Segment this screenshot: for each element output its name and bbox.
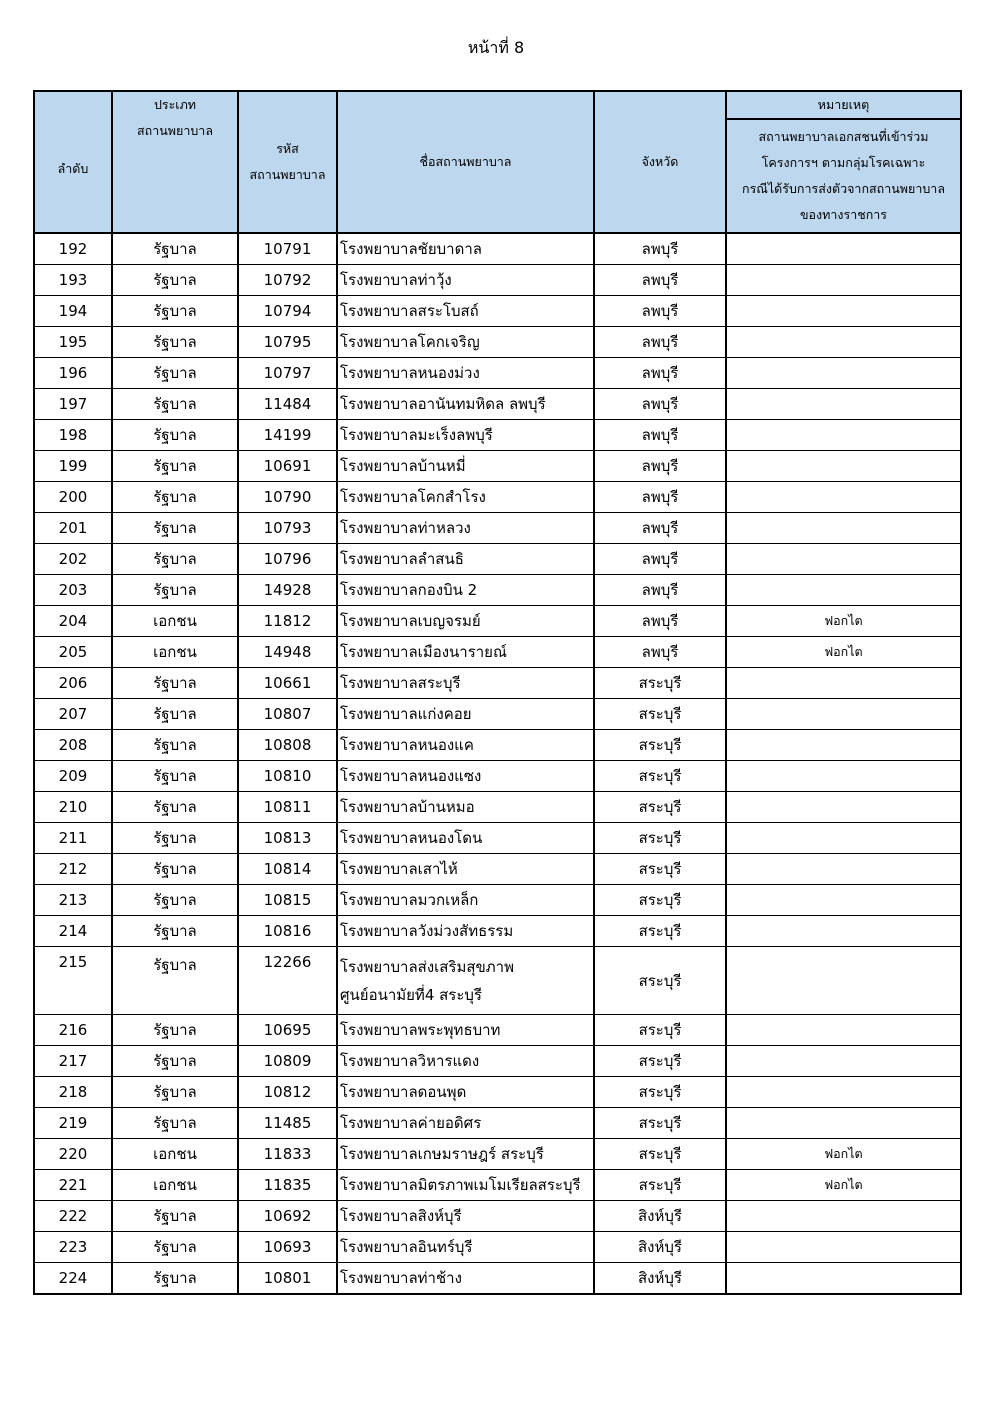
row-number: 209 bbox=[34, 761, 112, 792]
row-type: รัฐบาล bbox=[112, 854, 238, 885]
row-number: 195 bbox=[34, 327, 112, 358]
row-name: โรงพยาบาลท่าช้าง bbox=[337, 1263, 594, 1295]
table-row bbox=[34, 606, 961, 637]
row-code: 10810 bbox=[238, 761, 337, 792]
row-number: 220 bbox=[34, 1139, 112, 1170]
table-row bbox=[34, 792, 961, 823]
row-remark bbox=[726, 1263, 961, 1295]
row-number: 194 bbox=[34, 296, 112, 327]
row-remark bbox=[726, 1108, 961, 1139]
row-name: โรงพยาบาลเบญจรมย์ bbox=[337, 606, 594, 637]
row-province: สระบุรี bbox=[594, 1046, 726, 1077]
row-province: สระบุรี bbox=[594, 668, 726, 699]
row-code: 10792 bbox=[238, 265, 337, 296]
row-type: รัฐบาล bbox=[112, 296, 238, 327]
row-code: 11484 bbox=[238, 389, 337, 420]
row-type: รัฐบาล bbox=[112, 389, 238, 420]
row-code: 10693 bbox=[238, 1232, 337, 1263]
header-code: รหัส สถานพยาบาล bbox=[238, 91, 337, 233]
table-row bbox=[34, 668, 961, 699]
row-type: รัฐบาล bbox=[112, 1015, 238, 1046]
row-number: 213 bbox=[34, 885, 112, 916]
row-remark bbox=[726, 233, 961, 265]
row-name: โรงพยาบาลหนองม่วง bbox=[337, 358, 594, 389]
row-remark: ฟอกไต bbox=[726, 1170, 961, 1201]
row-name: โรงพยาบาลสิงห์บุรี bbox=[337, 1201, 594, 1232]
row-name-line: ศูนย์อนามัยที่4 สระบุรี bbox=[340, 985, 482, 1004]
header-remark-sub: สถานพยาบาลเอกสชนที่เข้าร่วม โครงการฯ ตามกลุ่มโรคเฉพาะ กรณีได้รับการส่งตัวจากสถานพยาบาล ของทางราชการ bbox=[726, 119, 961, 233]
table-row bbox=[34, 389, 961, 420]
table-row bbox=[34, 854, 961, 885]
row-remark bbox=[726, 451, 961, 482]
row-number: 217 bbox=[34, 1046, 112, 1077]
row-province: ลพบุรี bbox=[594, 358, 726, 389]
row-type: รัฐบาล bbox=[112, 916, 238, 947]
row-code: 10808 bbox=[238, 730, 337, 761]
row-remark bbox=[726, 513, 961, 544]
row-code: 14948 bbox=[238, 637, 337, 668]
row-code: 10692 bbox=[238, 1201, 337, 1232]
row-name: โรงพยาบาลเมืองนารายณ์ bbox=[337, 637, 594, 668]
row-name: โรงพยาบาลดอนพุด bbox=[337, 1077, 594, 1108]
row-type: รัฐบาล bbox=[112, 575, 238, 606]
hospital-table bbox=[33, 90, 962, 1295]
row-number: 208 bbox=[34, 730, 112, 761]
row-province: ลพบุรี bbox=[594, 233, 726, 265]
table-row bbox=[34, 1077, 961, 1108]
row-name: โรงพยาบาลหนองโดน bbox=[337, 823, 594, 854]
row-remark bbox=[726, 885, 961, 916]
row-type: รัฐบาล bbox=[112, 513, 238, 544]
row-name: โรงพยาบาลโคกสำโรง bbox=[337, 482, 594, 513]
row-number: 221 bbox=[34, 1170, 112, 1201]
row-remark bbox=[726, 1077, 961, 1108]
row-remark: ฟอกไต bbox=[726, 1139, 961, 1170]
row-name: โรงพยาบาลมะเร็งลพบุรี bbox=[337, 420, 594, 451]
row-province: สิงห์บุรี bbox=[594, 1232, 726, 1263]
table-row bbox=[34, 637, 961, 668]
row-number: 223 bbox=[34, 1232, 112, 1263]
row-code: 10812 bbox=[238, 1077, 337, 1108]
row-type: รัฐบาล bbox=[112, 823, 238, 854]
row-number: 206 bbox=[34, 668, 112, 699]
row-province: ลพบุรี bbox=[594, 482, 726, 513]
row-code: 10691 bbox=[238, 451, 337, 482]
row-remark bbox=[726, 296, 961, 327]
row-province: ลพบุรี bbox=[594, 544, 726, 575]
row-code: 12266 bbox=[238, 947, 337, 1015]
table-row bbox=[34, 1232, 961, 1263]
row-number: 205 bbox=[34, 637, 112, 668]
row-province: สระบุรี bbox=[594, 854, 726, 885]
row-remark bbox=[726, 1232, 961, 1263]
row-code: 10816 bbox=[238, 916, 337, 947]
row-remark bbox=[726, 854, 961, 885]
row-code: 10807 bbox=[238, 699, 337, 730]
row-name: โรงพยาบาลมิตรภาพเมโมเรียลสระบุรี bbox=[337, 1170, 594, 1201]
row-number: 216 bbox=[34, 1015, 112, 1046]
row-remark bbox=[726, 389, 961, 420]
row-code: 10809 bbox=[238, 1046, 337, 1077]
row-province: ลพบุรี bbox=[594, 389, 726, 420]
row-type: รัฐบาล bbox=[112, 420, 238, 451]
table-row bbox=[34, 885, 961, 916]
row-remark bbox=[726, 668, 961, 699]
row-code: 10661 bbox=[238, 668, 337, 699]
table-row bbox=[34, 296, 961, 327]
table-row bbox=[34, 1170, 961, 1201]
row-number: 200 bbox=[34, 482, 112, 513]
row-name: โรงพยาบาลสระโบสถ์ bbox=[337, 296, 594, 327]
row-code: 10815 bbox=[238, 885, 337, 916]
table-row bbox=[34, 327, 961, 358]
row-number: 207 bbox=[34, 699, 112, 730]
row-name: โรงพยาบาลอานันทมหิดล ลพบุรี bbox=[337, 389, 594, 420]
row-province: ลพบุรี bbox=[594, 637, 726, 668]
row-code: 10793 bbox=[238, 513, 337, 544]
row-code: 14199 bbox=[238, 420, 337, 451]
row-code: 11812 bbox=[238, 606, 337, 637]
row-code: 10814 bbox=[238, 854, 337, 885]
row-remark bbox=[726, 1201, 961, 1232]
row-province: สระบุรี bbox=[594, 730, 726, 761]
table-row bbox=[34, 1046, 961, 1077]
row-name-line: โรงพยาบาลส่งเสริมสุขภาพ bbox=[340, 957, 514, 976]
row-number: 193 bbox=[34, 265, 112, 296]
row-name: โรงพยาบาลหนองแซง bbox=[337, 761, 594, 792]
table-row bbox=[34, 1139, 961, 1170]
row-code: 10813 bbox=[238, 823, 337, 854]
row-province: สระบุรี bbox=[594, 916, 726, 947]
row-number: 197 bbox=[34, 389, 112, 420]
row-province: ลพบุรี bbox=[594, 451, 726, 482]
row-type: รัฐบาล bbox=[112, 358, 238, 389]
row-type: รัฐบาล bbox=[112, 1201, 238, 1232]
row-type: เอกชน bbox=[112, 606, 238, 637]
row-province: ลพบุรี bbox=[594, 575, 726, 606]
row-province: สระบุรี bbox=[594, 1170, 726, 1201]
row-name: โรงพยาบาลลำสนธิ bbox=[337, 544, 594, 575]
row-type: รัฐบาล bbox=[112, 885, 238, 916]
row-type: รัฐบาล bbox=[112, 761, 238, 792]
row-province: ลพบุรี bbox=[594, 265, 726, 296]
table-row bbox=[34, 265, 961, 296]
row-remark bbox=[726, 823, 961, 854]
row-province: สระบุรี bbox=[594, 1015, 726, 1046]
row-number: 204 bbox=[34, 606, 112, 637]
row-name: โรงพยาบาลบ้านหมอ bbox=[337, 792, 594, 823]
table-row bbox=[34, 1015, 961, 1046]
row-name: โรงพยาบาลอินทร์บุรี bbox=[337, 1232, 594, 1263]
row-type: รัฐบาล bbox=[112, 265, 238, 296]
table-body bbox=[34, 233, 961, 1294]
row-number: 211 bbox=[34, 823, 112, 854]
table-row bbox=[34, 358, 961, 389]
row-name: โรงพยาบาลท่าหลวง bbox=[337, 513, 594, 544]
row-type: รัฐบาล bbox=[112, 1077, 238, 1108]
header-province: จังหวัด bbox=[594, 91, 726, 233]
row-remark bbox=[726, 265, 961, 296]
table-row bbox=[34, 575, 961, 606]
row-number: 192 bbox=[34, 233, 112, 265]
row-name bbox=[337, 947, 594, 1015]
header-order: ลำดับ bbox=[34, 91, 112, 233]
row-number: 224 bbox=[34, 1263, 112, 1295]
row-name: โรงพยาบาลบ้านหมี่ bbox=[337, 451, 594, 482]
row-remark bbox=[726, 947, 961, 1015]
page-title: หน้าที่ 8 bbox=[467, 38, 525, 57]
header-type: ประเภท สถานพยาบาล bbox=[112, 91, 238, 233]
row-type: เอกชน bbox=[112, 637, 238, 668]
row-name: โรงพยาบาลเกษมราษฎร์ สระบุรี bbox=[337, 1139, 594, 1170]
row-code: 10801 bbox=[238, 1263, 337, 1295]
row-name: โรงพยาบาลโคกเจริญ bbox=[337, 327, 594, 358]
row-number: 202 bbox=[34, 544, 112, 575]
header-name: ชื่อสถานพยาบาล bbox=[337, 91, 594, 233]
table-row bbox=[34, 761, 961, 792]
row-remark bbox=[726, 327, 961, 358]
row-number: 203 bbox=[34, 575, 112, 606]
row-code: 10797 bbox=[238, 358, 337, 389]
row-name: โรงพยาบาลวิหารแดง bbox=[337, 1046, 594, 1077]
row-code: 10790 bbox=[238, 482, 337, 513]
row-name: โรงพยาบาลกองบิน 2 bbox=[337, 575, 594, 606]
row-remark bbox=[726, 575, 961, 606]
table-row bbox=[34, 1108, 961, 1139]
row-remark bbox=[726, 792, 961, 823]
row-type: รัฐบาล bbox=[112, 668, 238, 699]
row-code: 14928 bbox=[238, 575, 337, 606]
row-type: เอกชน bbox=[112, 1170, 238, 1201]
row-type: รัฐบาล bbox=[112, 544, 238, 575]
table-row bbox=[34, 1201, 961, 1232]
row-code: 11833 bbox=[238, 1139, 337, 1170]
row-number: 219 bbox=[34, 1108, 112, 1139]
row-number: 201 bbox=[34, 513, 112, 544]
row-name: โรงพยาบาลหนองแค bbox=[337, 730, 594, 761]
row-number: 222 bbox=[34, 1201, 112, 1232]
row-remark bbox=[726, 916, 961, 947]
row-remark bbox=[726, 544, 961, 575]
row-province: ลพบุรี bbox=[594, 513, 726, 544]
row-name: โรงพยาบาลพระพุทธบาท bbox=[337, 1015, 594, 1046]
table-row bbox=[34, 420, 961, 451]
table-row bbox=[34, 730, 961, 761]
row-type: รัฐบาล bbox=[112, 451, 238, 482]
row-name: โรงพยาบาลชัยบาดาล bbox=[337, 233, 594, 265]
row-remark bbox=[726, 699, 961, 730]
row-code: 10796 bbox=[238, 544, 337, 575]
row-type: เอกชน bbox=[112, 1139, 238, 1170]
row-remark bbox=[726, 761, 961, 792]
table-row bbox=[34, 823, 961, 854]
table-row bbox=[34, 699, 961, 730]
row-province: สระบุรี bbox=[594, 885, 726, 916]
row-province: สระบุรี bbox=[594, 792, 726, 823]
row-province: สิงห์บุรี bbox=[594, 1201, 726, 1232]
row-name: โรงพยาบาลแก่งคอย bbox=[337, 699, 594, 730]
row-remark: ฟอกไต bbox=[726, 637, 961, 668]
row-remark: ฟอกไต bbox=[726, 606, 961, 637]
row-number: 210 bbox=[34, 792, 112, 823]
row-province: ลพบุรี bbox=[594, 296, 726, 327]
row-code: 10811 bbox=[238, 792, 337, 823]
row-remark bbox=[726, 482, 961, 513]
row-type: รัฐบาล bbox=[112, 327, 238, 358]
row-number: 199 bbox=[34, 451, 112, 482]
header-remark: หมายเหตุ bbox=[726, 91, 961, 119]
row-province: สระบุรี bbox=[594, 1077, 726, 1108]
row-province: สระบุรี bbox=[594, 947, 726, 1015]
row-province: สิงห์บุรี bbox=[594, 1263, 726, 1295]
table-row bbox=[34, 233, 961, 265]
row-remark bbox=[726, 1015, 961, 1046]
row-code: 10794 bbox=[238, 296, 337, 327]
row-province: สระบุรี bbox=[594, 761, 726, 792]
row-province: ลพบุรี bbox=[594, 606, 726, 637]
row-name: โรงพยาบาลวังม่วงสัทธรรม bbox=[337, 916, 594, 947]
row-name: โรงพยาบาลมวกเหล็ก bbox=[337, 885, 594, 916]
row-name: โรงพยาบาลค่ายอดิศร bbox=[337, 1108, 594, 1139]
table-row bbox=[34, 947, 961, 1015]
row-remark bbox=[726, 420, 961, 451]
row-code: 11835 bbox=[238, 1170, 337, 1201]
row-number: 212 bbox=[34, 854, 112, 885]
row-type: รัฐบาล bbox=[112, 699, 238, 730]
table-row bbox=[34, 513, 961, 544]
row-name: โรงพยาบาลเสาไห้ bbox=[337, 854, 594, 885]
row-type: รัฐบาล bbox=[112, 730, 238, 761]
row-province: ลพบุรี bbox=[594, 420, 726, 451]
row-number: 196 bbox=[34, 358, 112, 389]
row-remark bbox=[726, 358, 961, 389]
row-province: สระบุรี bbox=[594, 1139, 726, 1170]
row-type: รัฐบาล bbox=[112, 792, 238, 823]
table-row bbox=[34, 451, 961, 482]
row-number: 215 bbox=[34, 947, 112, 1015]
row-province: สระบุรี bbox=[594, 699, 726, 730]
row-code: 10795 bbox=[238, 327, 337, 358]
row-name: โรงพยาบาลสระบุรี bbox=[337, 668, 594, 699]
row-code: 10791 bbox=[238, 233, 337, 265]
table-row bbox=[34, 916, 961, 947]
row-province: ลพบุรี bbox=[594, 327, 726, 358]
row-type: รัฐบาล bbox=[112, 1108, 238, 1139]
row-number: 218 bbox=[34, 1077, 112, 1108]
row-type: รัฐบาล bbox=[112, 233, 238, 265]
row-number: 214 bbox=[34, 916, 112, 947]
row-type: รัฐบาล bbox=[112, 482, 238, 513]
row-name: โรงพยาบาลท่าวุ้ง bbox=[337, 265, 594, 296]
row-number: 198 bbox=[34, 420, 112, 451]
table-row bbox=[34, 482, 961, 513]
row-type: รัฐบาล bbox=[112, 1232, 238, 1263]
row-type: รัฐบาล bbox=[112, 1046, 238, 1077]
table-row bbox=[34, 544, 961, 575]
row-code: 11485 bbox=[238, 1108, 337, 1139]
table-row bbox=[34, 1263, 961, 1295]
row-type: รัฐบาล bbox=[112, 947, 238, 1015]
row-remark bbox=[726, 1046, 961, 1077]
row-code: 10695 bbox=[238, 1015, 337, 1046]
table-header bbox=[34, 91, 961, 233]
row-province: สระบุรี bbox=[594, 823, 726, 854]
row-type: รัฐบาล bbox=[112, 1263, 238, 1295]
row-province: สระบุรี bbox=[594, 1108, 726, 1139]
row-remark bbox=[726, 730, 961, 761]
